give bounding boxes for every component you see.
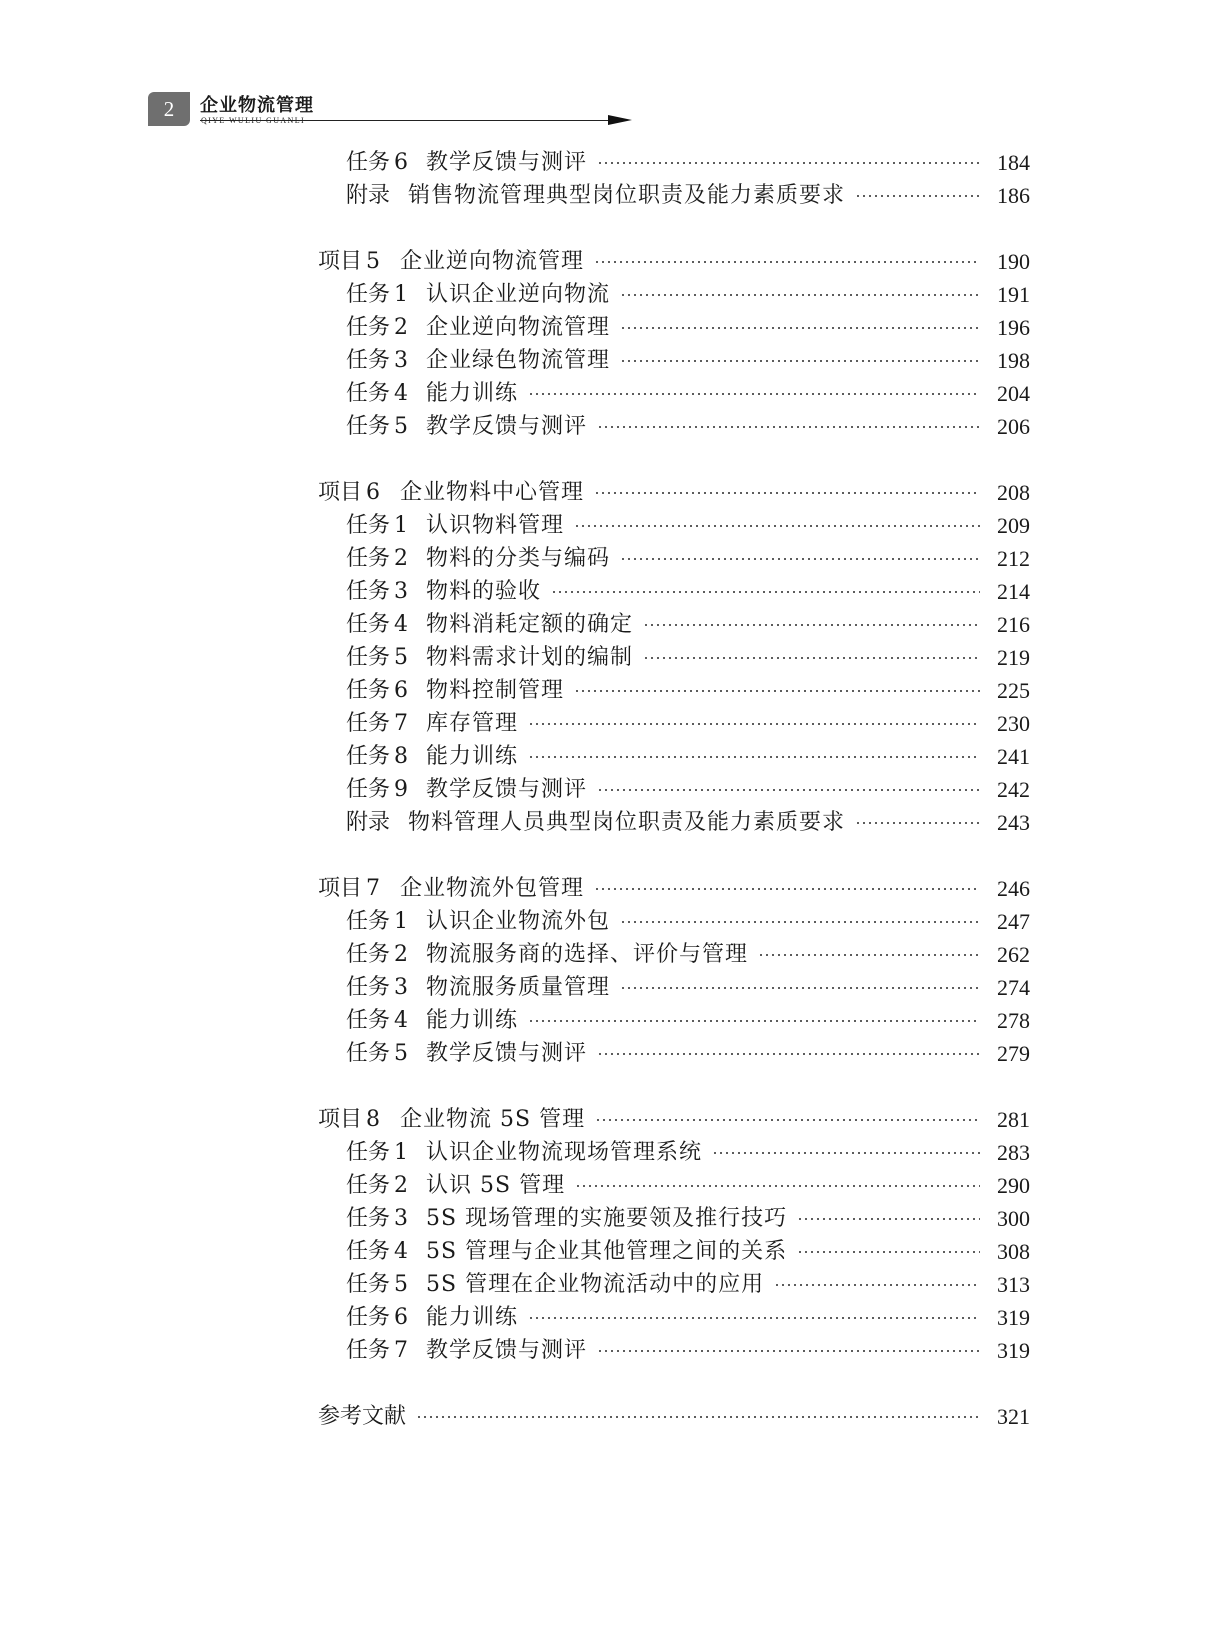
toc-number: 3 — [394, 348, 409, 373]
toc-title: 物料的分类与编码 — [426, 546, 611, 571]
toc-label-text: 参考文献 — [318, 1404, 407, 1429]
toc-number: 7 — [366, 876, 381, 901]
dot-leader — [712, 1152, 980, 1154]
toc-task-row[interactable] — [346, 379, 1030, 409]
toc-number: 6 — [394, 678, 409, 703]
dot-leader — [758, 954, 980, 956]
toc-page-number: 246 — [997, 876, 1030, 901]
toc-label — [346, 577, 408, 607]
toc-page-number: 209 — [997, 513, 1030, 538]
toc-label — [346, 742, 408, 772]
toc-label — [346, 676, 408, 706]
toc-title: 物料需求计划的编制 — [426, 645, 634, 670]
toc-label — [318, 1105, 380, 1135]
toc-task-row[interactable] — [346, 775, 1030, 805]
toc-number: 8 — [394, 744, 409, 769]
toc-label — [346, 973, 408, 1003]
toc-page-number: 219 — [997, 645, 1030, 670]
toc-label — [346, 313, 408, 343]
toc-page-number: 225 — [997, 678, 1030, 703]
toc-label-text: 任务 — [346, 744, 391, 769]
dot-leader — [528, 723, 980, 725]
toc-label-text: 任务 — [346, 1206, 391, 1231]
toc-label — [346, 1336, 408, 1366]
toc-label — [346, 148, 408, 178]
toc-label-text: 任务 — [346, 546, 391, 571]
toc-page-number: 208 — [997, 480, 1030, 505]
toc-title: 物料管理人员典型岗位职责及能力素质要求 — [408, 810, 846, 835]
dot-leader — [643, 624, 980, 626]
toc-page-number: 262 — [997, 942, 1030, 967]
toc-number: 1 — [394, 1140, 409, 1165]
toc-label-text: 任务 — [346, 1008, 391, 1033]
toc-task-row[interactable] — [346, 313, 1030, 343]
toc-page-number: 186 — [997, 183, 1030, 208]
toc-label-text: 任务 — [346, 612, 391, 637]
toc-label — [346, 1171, 408, 1201]
toc-label-text: 任务 — [346, 1272, 391, 1297]
dot-leader — [620, 987, 980, 989]
dot-leader — [574, 525, 980, 527]
dot-leader — [620, 327, 980, 329]
toc-label — [346, 907, 408, 937]
toc-title: 企业物料中心管理 — [400, 480, 585, 505]
toc-number: 5 — [394, 1272, 409, 1297]
toc-label — [346, 511, 408, 541]
toc-page-number: 274 — [997, 975, 1030, 1000]
dot-leader — [643, 657, 980, 659]
toc-label — [346, 610, 408, 640]
running-header — [148, 90, 628, 130]
toc-page-number: 319 — [997, 1305, 1030, 1330]
toc-title: 企业物流外包管理 — [400, 876, 585, 901]
toc-label — [346, 1303, 408, 1333]
book-title: 企业物流管理 — [200, 95, 314, 116]
toc-number: 1 — [394, 513, 409, 538]
toc-label-text: 任务 — [346, 678, 391, 703]
toc-number: 4 — [394, 1008, 409, 1033]
toc-label — [346, 544, 408, 574]
toc-title: 物料控制管理 — [426, 678, 565, 703]
toc-project-row[interactable] — [318, 247, 1030, 277]
toc-task-row[interactable] — [346, 511, 1030, 541]
toc-title: 5S 现场管理的实施要领及推行技巧 — [426, 1206, 788, 1231]
toc-page-number: 247 — [997, 909, 1030, 934]
dot-leader — [575, 1185, 980, 1187]
toc-task-row[interactable] — [346, 181, 1030, 211]
toc-title: 认识企业物流现场管理系统 — [426, 1140, 703, 1165]
toc-page-number: 190 — [997, 249, 1030, 274]
toc-number: 5 — [394, 645, 409, 670]
dot-leader — [597, 426, 980, 428]
toc-number: 7 — [394, 1338, 409, 1363]
toc-label-text: 任务 — [346, 942, 391, 967]
toc-label-text: 项目 — [318, 480, 363, 505]
dot-leader — [797, 1218, 980, 1220]
toc-page-number: 313 — [997, 1272, 1030, 1297]
toc-label — [318, 1402, 406, 1432]
toc-label — [346, 1039, 408, 1069]
dot-leader — [528, 393, 980, 395]
toc-page-number: 243 — [997, 810, 1030, 835]
toc-task-row[interactable] — [346, 1138, 1030, 1168]
toc-label — [318, 247, 380, 277]
dot-leader — [620, 921, 980, 923]
toc-title: 5S 管理在企业物流活动中的应用 — [426, 1272, 765, 1297]
toc-title: 5S 管理与企业其他管理之间的关系 — [426, 1239, 788, 1264]
toc-number: 9 — [394, 777, 409, 802]
toc-title: 销售物流管理典型岗位职责及能力素质要求 — [408, 183, 846, 208]
dot-leader — [620, 558, 980, 560]
toc-label-text: 任务 — [346, 1140, 391, 1165]
toc-label-text: 任务 — [346, 150, 391, 175]
toc-page-number: 230 — [997, 711, 1030, 736]
toc-number: 2 — [394, 546, 409, 571]
toc-task-row[interactable] — [346, 1039, 1030, 1069]
toc-task-row[interactable] — [346, 907, 1030, 937]
toc-project-row[interactable] — [318, 874, 1030, 904]
toc-task-row[interactable] — [346, 544, 1030, 574]
toc-label-text: 任务 — [346, 975, 391, 1000]
toc-number: 2 — [394, 315, 409, 340]
toc-title: 企业物流 5S 管理 — [400, 1107, 586, 1132]
dot-leader — [594, 261, 980, 263]
toc-task-row[interactable] — [346, 1171, 1030, 1201]
toc-number: 5 — [394, 1041, 409, 1066]
toc-label-text: 项目 — [318, 249, 363, 274]
toc-page-number: 321 — [997, 1404, 1030, 1429]
toc-title: 教学反馈与测评 — [426, 1041, 588, 1066]
dot-leader — [595, 1119, 980, 1121]
dot-leader — [594, 888, 980, 890]
toc-title: 能力训练 — [426, 1305, 519, 1330]
toc-page-number: 206 — [997, 414, 1030, 439]
toc-title: 认识企业物流外包 — [426, 909, 611, 934]
dot-leader — [597, 1053, 980, 1055]
toc-title: 认识企业逆向物流 — [426, 282, 611, 307]
toc-number: 3 — [394, 1206, 409, 1231]
dot-leader — [774, 1284, 980, 1286]
toc-page-number: 212 — [997, 546, 1030, 571]
toc-number: 8 — [366, 1107, 381, 1132]
toc-task-row[interactable] — [346, 346, 1030, 376]
toc-number: 5 — [366, 249, 381, 274]
toc-number: 4 — [394, 612, 409, 637]
toc-number: 3 — [394, 579, 409, 604]
dot-leader — [551, 591, 980, 593]
toc-label — [346, 1237, 408, 1267]
dot-leader — [416, 1416, 980, 1418]
toc-number: 7 — [394, 711, 409, 736]
toc-label-text: 任务 — [346, 381, 391, 406]
toc-title: 物流服务质量管理 — [426, 975, 611, 1000]
toc-label — [318, 478, 380, 508]
toc-label-text: 任务 — [346, 1173, 391, 1198]
toc-page-number: 216 — [997, 612, 1030, 637]
toc-number: 6 — [394, 1305, 409, 1330]
dot-leader — [855, 195, 980, 197]
toc-title: 库存管理 — [426, 711, 519, 736]
toc-page-number: 279 — [997, 1041, 1030, 1066]
toc-task-row[interactable] — [346, 676, 1030, 706]
toc-label — [346, 181, 390, 211]
toc-page-number: 204 — [997, 381, 1030, 406]
toc-title: 企业逆向物流管理 — [400, 249, 585, 274]
toc-number: 6 — [366, 480, 381, 505]
toc-task-row[interactable] — [346, 148, 1030, 178]
toc-title: 物料的验收 — [426, 579, 542, 604]
toc-number: 6 — [394, 150, 409, 175]
toc-label — [346, 1204, 408, 1234]
toc-label — [346, 775, 408, 805]
toc-label — [346, 940, 408, 970]
dot-leader — [528, 1020, 980, 1022]
toc-label — [346, 643, 408, 673]
toc-label — [346, 280, 408, 310]
toc-task-row[interactable] — [346, 610, 1030, 640]
toc-task-row[interactable] — [346, 412, 1030, 442]
toc-label — [346, 1138, 408, 1168]
toc-label-text: 项目 — [318, 1107, 363, 1132]
toc-page-number: 308 — [997, 1239, 1030, 1264]
toc-task-row[interactable] — [346, 1006, 1030, 1036]
toc-page-number: 281 — [997, 1107, 1030, 1132]
dot-leader — [597, 162, 980, 164]
toc-label — [346, 808, 390, 838]
toc-task-row[interactable] — [346, 1270, 1030, 1300]
toc-page-number: 184 — [997, 150, 1030, 175]
toc-project-row[interactable] — [318, 1402, 1030, 1432]
dot-leader — [594, 492, 980, 494]
toc-page-number: 198 — [997, 348, 1030, 373]
toc-title: 能力训练 — [426, 744, 519, 769]
toc-label — [318, 874, 380, 904]
toc-label — [346, 1270, 408, 1300]
toc-task-row[interactable] — [346, 1237, 1030, 1267]
toc-task-row[interactable] — [346, 742, 1030, 772]
dot-leader — [620, 294, 980, 296]
page-number-badge: 2 — [148, 92, 190, 126]
toc-page-number: 241 — [997, 744, 1030, 769]
dot-leader — [597, 1350, 980, 1352]
toc-project-row[interactable] — [318, 1105, 1030, 1135]
toc-label-text: 附录 — [346, 183, 391, 208]
toc-number: 5 — [394, 414, 409, 439]
toc-title: 能力训练 — [426, 381, 519, 406]
toc-title: 企业逆向物流管理 — [426, 315, 611, 340]
toc-label-text: 任务 — [346, 645, 391, 670]
dot-leader — [574, 690, 980, 692]
toc-page-number: 319 — [997, 1338, 1030, 1363]
toc-title: 能力训练 — [426, 1008, 519, 1033]
toc-title: 教学反馈与测评 — [426, 777, 588, 802]
header-arrow-icon — [608, 115, 632, 125]
toc-page-number: 242 — [997, 777, 1030, 802]
toc-number: 2 — [394, 1173, 409, 1198]
toc-number: 2 — [394, 942, 409, 967]
toc-number: 4 — [394, 1239, 409, 1264]
toc-label — [346, 346, 408, 376]
toc-label-text: 任务 — [346, 1239, 391, 1264]
dot-leader — [855, 822, 980, 824]
toc-label — [346, 709, 408, 739]
toc-task-row[interactable] — [346, 1204, 1030, 1234]
dot-leader — [597, 789, 980, 791]
toc-task-row[interactable] — [346, 709, 1030, 739]
toc-number: 1 — [394, 909, 409, 934]
toc-label-text: 任务 — [346, 579, 391, 604]
toc-page-number: 191 — [997, 282, 1030, 307]
toc-task-row[interactable] — [346, 280, 1030, 310]
toc-label-text: 任务 — [346, 1305, 391, 1330]
toc-task-row[interactable] — [346, 643, 1030, 673]
toc-label-text: 项目 — [318, 876, 363, 901]
toc-title: 教学反馈与测评 — [426, 150, 588, 175]
dot-leader — [528, 756, 980, 758]
toc-title: 教学反馈与测评 — [426, 414, 588, 439]
toc-task-row[interactable] — [346, 1303, 1030, 1333]
toc-page-number: 196 — [997, 315, 1030, 340]
toc-task-row[interactable] — [346, 577, 1030, 607]
toc-number: 1 — [394, 282, 409, 307]
toc-number: 4 — [394, 381, 409, 406]
toc-page-number: 278 — [997, 1008, 1030, 1033]
toc-task-row[interactable] — [346, 1336, 1030, 1366]
toc-label — [346, 412, 408, 442]
dot-leader — [620, 360, 980, 362]
toc-task-row[interactable] — [346, 973, 1030, 1003]
toc-title: 认识 5S 管理 — [426, 1173, 566, 1198]
toc-label — [346, 379, 408, 409]
toc-title: 企业绿色物流管理 — [426, 348, 611, 373]
toc-page-number: 214 — [997, 579, 1030, 604]
toc-label-text: 任务 — [346, 909, 391, 934]
toc-label — [346, 1006, 408, 1036]
toc-project-row[interactable] — [318, 478, 1030, 508]
book-subtitle: QIYE WULIU GUANLI — [201, 116, 306, 125]
toc-title: 教学反馈与测评 — [426, 1338, 588, 1363]
toc-label-text: 任务 — [346, 282, 391, 307]
toc-label-text: 任务 — [346, 348, 391, 373]
dot-leader — [528, 1317, 980, 1319]
toc-label-text: 任务 — [346, 414, 391, 439]
toc-label-text: 任务 — [346, 1338, 391, 1363]
toc-number: 3 — [394, 975, 409, 1000]
toc-task-row[interactable] — [346, 940, 1030, 970]
toc-page-number: 300 — [997, 1206, 1030, 1231]
toc-label-text: 任务 — [346, 1041, 391, 1066]
dot-leader — [797, 1251, 980, 1253]
toc-page-number: 283 — [997, 1140, 1030, 1165]
toc-label-text: 任务 — [346, 513, 391, 538]
toc-title: 物流服务商的选择、评价与管理 — [426, 942, 749, 967]
toc-label-text: 附录 — [346, 810, 391, 835]
toc-page-number: 290 — [997, 1173, 1030, 1198]
toc-label-text: 任务 — [346, 315, 391, 340]
toc-title: 物料消耗定额的确定 — [426, 612, 634, 637]
toc-task-row[interactable] — [346, 808, 1030, 838]
toc-title: 认识物料管理 — [426, 513, 565, 538]
toc-label-text: 任务 — [346, 711, 391, 736]
toc-label-text: 任务 — [346, 777, 391, 802]
